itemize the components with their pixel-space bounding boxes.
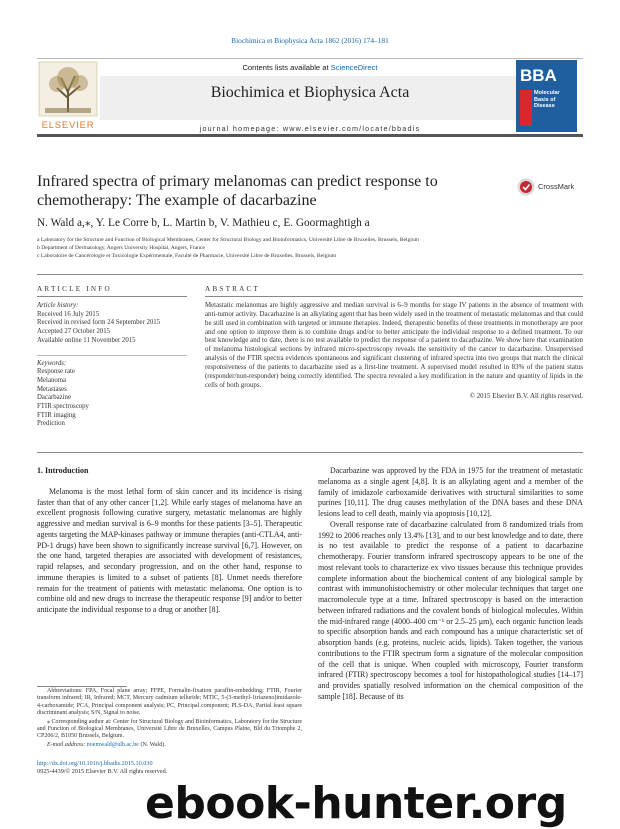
crossmark-icon <box>517 178 535 196</box>
contents-prefix: Contents lists available at <box>242 63 331 72</box>
history-label: Article history: <box>37 302 79 309</box>
intro-paragraph: Melanoma is the most lethal form of skin cancer and its incidence is rising faster than that of any other cancer [1,2]. While early stages of melanoma have an excellent prognosis following curative surgery, metastatic melanomas are highly aggressive and median survival is 6–9 months for these patients [3–5]. Therapeutic agents targeting the MAP-kinases pathway or immune therapies (anti-CTLA4, anti-PD-1 drugs) have been shown to significantly increase survival [6,7]. However, on the one hand, targeted therapies are associated with development of resistances, rapid relapses, and secondary progression, and on the other hand, response to immune therapies is limited to a subset of patients [8]. Unmet needs therefore remain for the treatment of patients with metastatic melanoma. One option is to combine old and new drugs to increase the therapeutic response [9] and/or to better anticipate the individual response to a drug or another [8]. <box>37 486 302 614</box>
keyword: Metastases <box>37 385 67 393</box>
cover-red-stripe <box>520 90 532 126</box>
crossmark-label: CrossMark <box>538 182 575 191</box>
doi-link[interactable]: http://dx.doi.org/10.1016/j.bbadis.2015.10.030 <box>37 760 153 767</box>
keyword: Dacarbazine <box>37 394 71 402</box>
running-head[interactable]: Biochimica et Biophysica Acta 1862 (2016) 174–181 <box>231 36 389 45</box>
affiliation-b: b Department of Dermatology, Angers University Hospital, Angers, France <box>37 245 205 251</box>
left-column <box>37 466 302 616</box>
article-title: Infrared spectra of primary melanomas can predict response to chemotherapy: The example of dacarbazine <box>37 173 438 209</box>
cover-subtitle: Molecular Basis of Disease <box>534 90 560 109</box>
history-item: Received in revised form 24 September 2015 <box>37 319 161 327</box>
info-separator <box>37 346 187 356</box>
contents-line <box>100 63 520 72</box>
cover-title: BBA <box>520 66 557 85</box>
header-rule <box>37 58 583 59</box>
affiliation-c: c Laboratoire de Cancérologie et Toxicologie Expérimentale, Faculté de Pharmacie, Université Libre de Bruxelles, Brussels, Belgium <box>37 253 337 259</box>
issn-line: 0925-4439/© 2015 Elsevier B.V. All rights reserved. <box>37 767 168 775</box>
abstract-rule <box>205 296 583 297</box>
copyright-notice: © 2015 Elsevier B.V. All rights reserved. <box>469 393 583 401</box>
keyword: Response rate <box>37 368 75 376</box>
article-info <box>37 302 187 429</box>
email-footnote <box>37 742 302 749</box>
abbreviations-footnote: Abbreviations: FPA, Focal plane array; FFPE, Formalin-fixation paraffin-embedding; FTIR, Fourier transform infrared; IR, Infrared; MCT, Mercury cadmium telluride; MTIC, 5-(3-methyl-1triazeno)imidazole-4-carboxamide; PCA, Principal component analysis; PC, Principal component; PLS-DA, Partial least square discriminant analysis; S/N, Signal to noise. <box>37 688 302 717</box>
history-item: Received 16 July 2015 <box>37 310 100 318</box>
affiliation-a: a Laboratory for the Structure and Function of Biological Membranes, Center for Structural Biology and Bioinformatics, Université Libre de Bruxelles, Brussels, Belgium <box>37 237 419 243</box>
sciencedirect-link[interactable]: ScienceDirect <box>330 63 378 72</box>
doi-block <box>37 760 302 776</box>
intro-paragraph: Dacarbazine was approved by the FDA in 1975 for the treatment of metastatic melanoma as a single agent [4,8]. It is an alkylating agent and a member of the family of imidazole carboxamide derivatives with structural similarities to some purines [10,11]. The drug causes methylation of the DNA bases and these DNA lesions lead to cell death, mainly via apoptosis [10,12]. <box>318 466 583 518</box>
journal-cover[interactable] <box>516 60 577 132</box>
keyword: Melanoma <box>37 376 67 384</box>
abstract-heading: ABSTRACT <box>205 285 261 293</box>
email-label: E-mail address: <box>47 741 87 748</box>
footnotes <box>37 688 302 750</box>
intro-paragraph: Overall response rate of dacarbazine calculated from 8 randomized trials from 1992 to 2006 reaches only 13.4% [13], and to our best knowledge and to date, there is no test available to predict the response of a patient to dacarbazine chemotherapy. Fourier transform infrared spectroscopy appears to be one of the most relevant tools to characterize ex vivo tissues because this technique provides complete information about the biochemical content of any biological sample by contrast with immunohistochemistry or other molecular techniques that target one macromolecule type at a time. Infrared spectroscopy is based on the interaction between infrared radiations and the covalent bonds of biological molecules. Within the mid-infrared range (4000–400 cm⁻¹ or 2.5–25 μm), each organic function leads to specific absorption bands and each compound has a unique characteristic set of absorption bands (e.g. proteins, nucleic acids, lipids). Taken together, the various contributions to the FTIR spectrum form a signature of the molecular composition of the cell that is unique. When coupled with microscopy, Fourier transform infrared (FTIR) spectroscopy becomes a tool for histopathological studies [14–17] and provides spatially resolved information on the chemical composition of the sample [18]. Because of its <box>318 519 583 701</box>
author-list: N. Wald a,⁎, Y. Le Corre b, L. Martin b, V. Mathieu c, E. Goormaghtigh a <box>37 217 370 229</box>
history-item: Accepted 27 October 2015 <box>37 328 111 336</box>
info-rule <box>37 296 187 297</box>
keyword: Prediction <box>37 420 65 428</box>
abstract-body <box>205 302 583 402</box>
header-thick-rule <box>37 134 583 137</box>
section-heading-introduction: 1. Introduction <box>37 466 89 475</box>
section-divider <box>37 274 583 275</box>
article-info-heading: ARTICLE INFO <box>37 285 112 293</box>
journal-name[interactable]: Biochimica et Biophysica Acta <box>210 84 410 101</box>
elsevier-logo <box>37 60 99 132</box>
keywords-label: Keywords: <box>37 359 67 367</box>
keyword: FTIR spectroscopy <box>37 403 89 411</box>
abstract-bottom-rule <box>37 452 583 453</box>
history-item: Available online 11 November 2015 <box>37 336 136 344</box>
elsevier-wordmark: ELSEVIER <box>41 120 95 131</box>
watermark: ebook-hunter.org <box>145 778 567 829</box>
crossmark-badge[interactable] <box>517 178 587 196</box>
abstract-text: Metastatic melanomas are highly aggressive and median survival is 6–9 months for stage IV patients in the absence of treatment with anti-tumor activity. Dacarbazine is an alkylating agent that has been widely used in the treatment of metastatic melanomas and that could be still used in combination with targeted or immune therapies. Indeed, therapeutic benefits of these treatments in monotherapy are poor and one option to improve them is to combine drugs and/or to better anticipate the individual response to a defined treatment. To our best knowledge and to date, there is no test available to predict the response of a patient to dacarbazine. We show here that examination of melanoma histological sections by infrared micro-spectroscopy reveals the sensitivity of the cancer to dacarbazine. Unsupervised analysis of the FTIR spectra evidences spontaneous and significant clustering of infrared spectra into two groups that match the clinical responsiveness of the patients to dacarbazine used as a first-line treatment. A supervised model resulted in 83% of the patient status (responder/non-responder) being correctly identified. The spectra revealed a key modification in the nature and quantity of lipids in the cells of both groups. <box>205 302 583 389</box>
right-column <box>318 466 583 703</box>
corresponding-author-footnote: ⁎ Corresponding author at: Center for Structural Biology and Bioinformatics, Laboratory for the Structure and Function of Biological Membranes, Université Libre de Bruxelles, Campus Plaine, Bld du Triomphe 2, CP206/2, B1050 Brussels, Belgium. <box>37 718 302 740</box>
email-link[interactable]: noemwald@ulb.ac.be <box>86 741 139 748</box>
footnote-rule <box>37 686 127 687</box>
keyword: FTIR imaging <box>37 411 76 419</box>
journal-homepage[interactable]: journal homepage: www.elsevier.com/locate/bbadis <box>199 124 421 133</box>
email-suffix: (N. Wald). <box>138 741 166 748</box>
